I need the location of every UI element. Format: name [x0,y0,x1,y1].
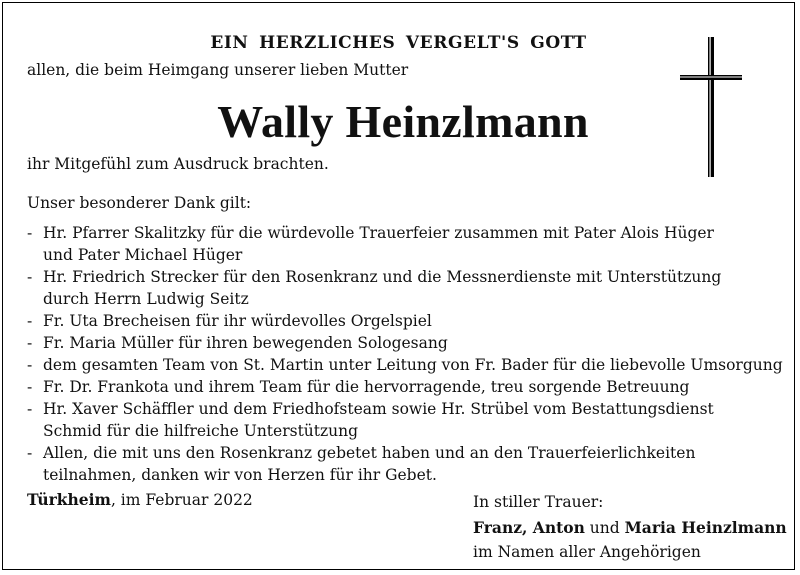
thanks-item [27,310,787,332]
list-dash: - [27,268,33,286]
list-dash: - [27,444,33,462]
list-dash: - [27,400,33,418]
thanks-item-line: Fr. Dr. Frankota und ihrem Team für die hervorragende, treu sorgende Betreuung [43,378,690,396]
list-dash: - [27,224,33,242]
thanks-item [27,354,787,376]
place: Türkheim [27,490,111,509]
on-behalf-line: im Namen aller Angehörigen [473,543,701,561]
thanks-item-line: Hr. Friedrich Strecker für den Rosenkranz und die Messnerdienste mit Unterstützung [43,268,722,286]
list-dash: - [27,334,33,352]
thanks-item [27,332,787,354]
thanks-item-line: Hr. Xaver Schäffler und dem Friedhofsteam sowie Hr. Strübel vom Bestattungsdienst [43,400,714,418]
thanks-item-line: durch Herrn Ludwig Seitz [43,290,249,308]
date-text: , im Februar 2022 [110,491,253,509]
list-dash: - [27,356,33,374]
thanks-item-line: Allen, die mit uns den Rosenkranz gebetet haben und an den Trauerfeierlichkeiten [43,444,696,462]
cross-icon [676,37,746,177]
thanks-item [27,398,787,442]
intro-line: allen, die beim Heimgang unserer lieben Mutter [27,61,409,79]
thanks-item [27,442,787,486]
thanks-intro: Unser besonderer Dank gilt: [27,194,252,212]
list-dash: - [27,312,33,330]
deceased-name: Wally Heinzlmann [217,96,589,147]
mourning-block [473,490,787,564]
thanks-item-line: Schmid für die hilfreiche Unterstützung [43,422,359,440]
thanks-item-line: dem gesamten Team von St. Martin unter Leitung von Fr. Bader für die liebevolle Umsorgung [43,356,783,374]
list-dash: - [27,378,33,396]
place-date [27,490,253,509]
mourner-conj: und [584,519,625,537]
mourner-names-1: Franz, Anton [473,518,585,537]
thanks-item-line: teilnahmen, danken wir von Herzen für ihr Gebet. [43,466,437,484]
thanks-item-line: Hr. Pfarrer Skalitzky für die würdevolle Trauerfeier zusammen mit Pater Alois Hüger [43,224,714,242]
thanks-item [27,376,787,398]
thanks-item [27,222,787,266]
thanks-item [27,266,787,310]
mourning-label: In stiller Trauer: [473,493,604,511]
thanks-list [27,222,787,486]
thanks-item-line: und Pater Michael Hüger [43,246,243,264]
signature-names [473,516,787,540]
obituary-card [2,2,795,570]
thanks-item-line: Fr. Uta Brecheisen für ihr würdevolles Orgelspiel [43,312,432,330]
condolence-line: ihr Mitgefühl zum Ausdruck brachten. [27,155,329,173]
heading-text: EIN HERZLICHES VERGELT'S GOTT [210,33,587,53]
thanks-item-line: Fr. Maria Müller für ihren bewegenden Sologesang [43,334,448,352]
mourner-names-2: Maria Heinzlmann [624,518,787,537]
